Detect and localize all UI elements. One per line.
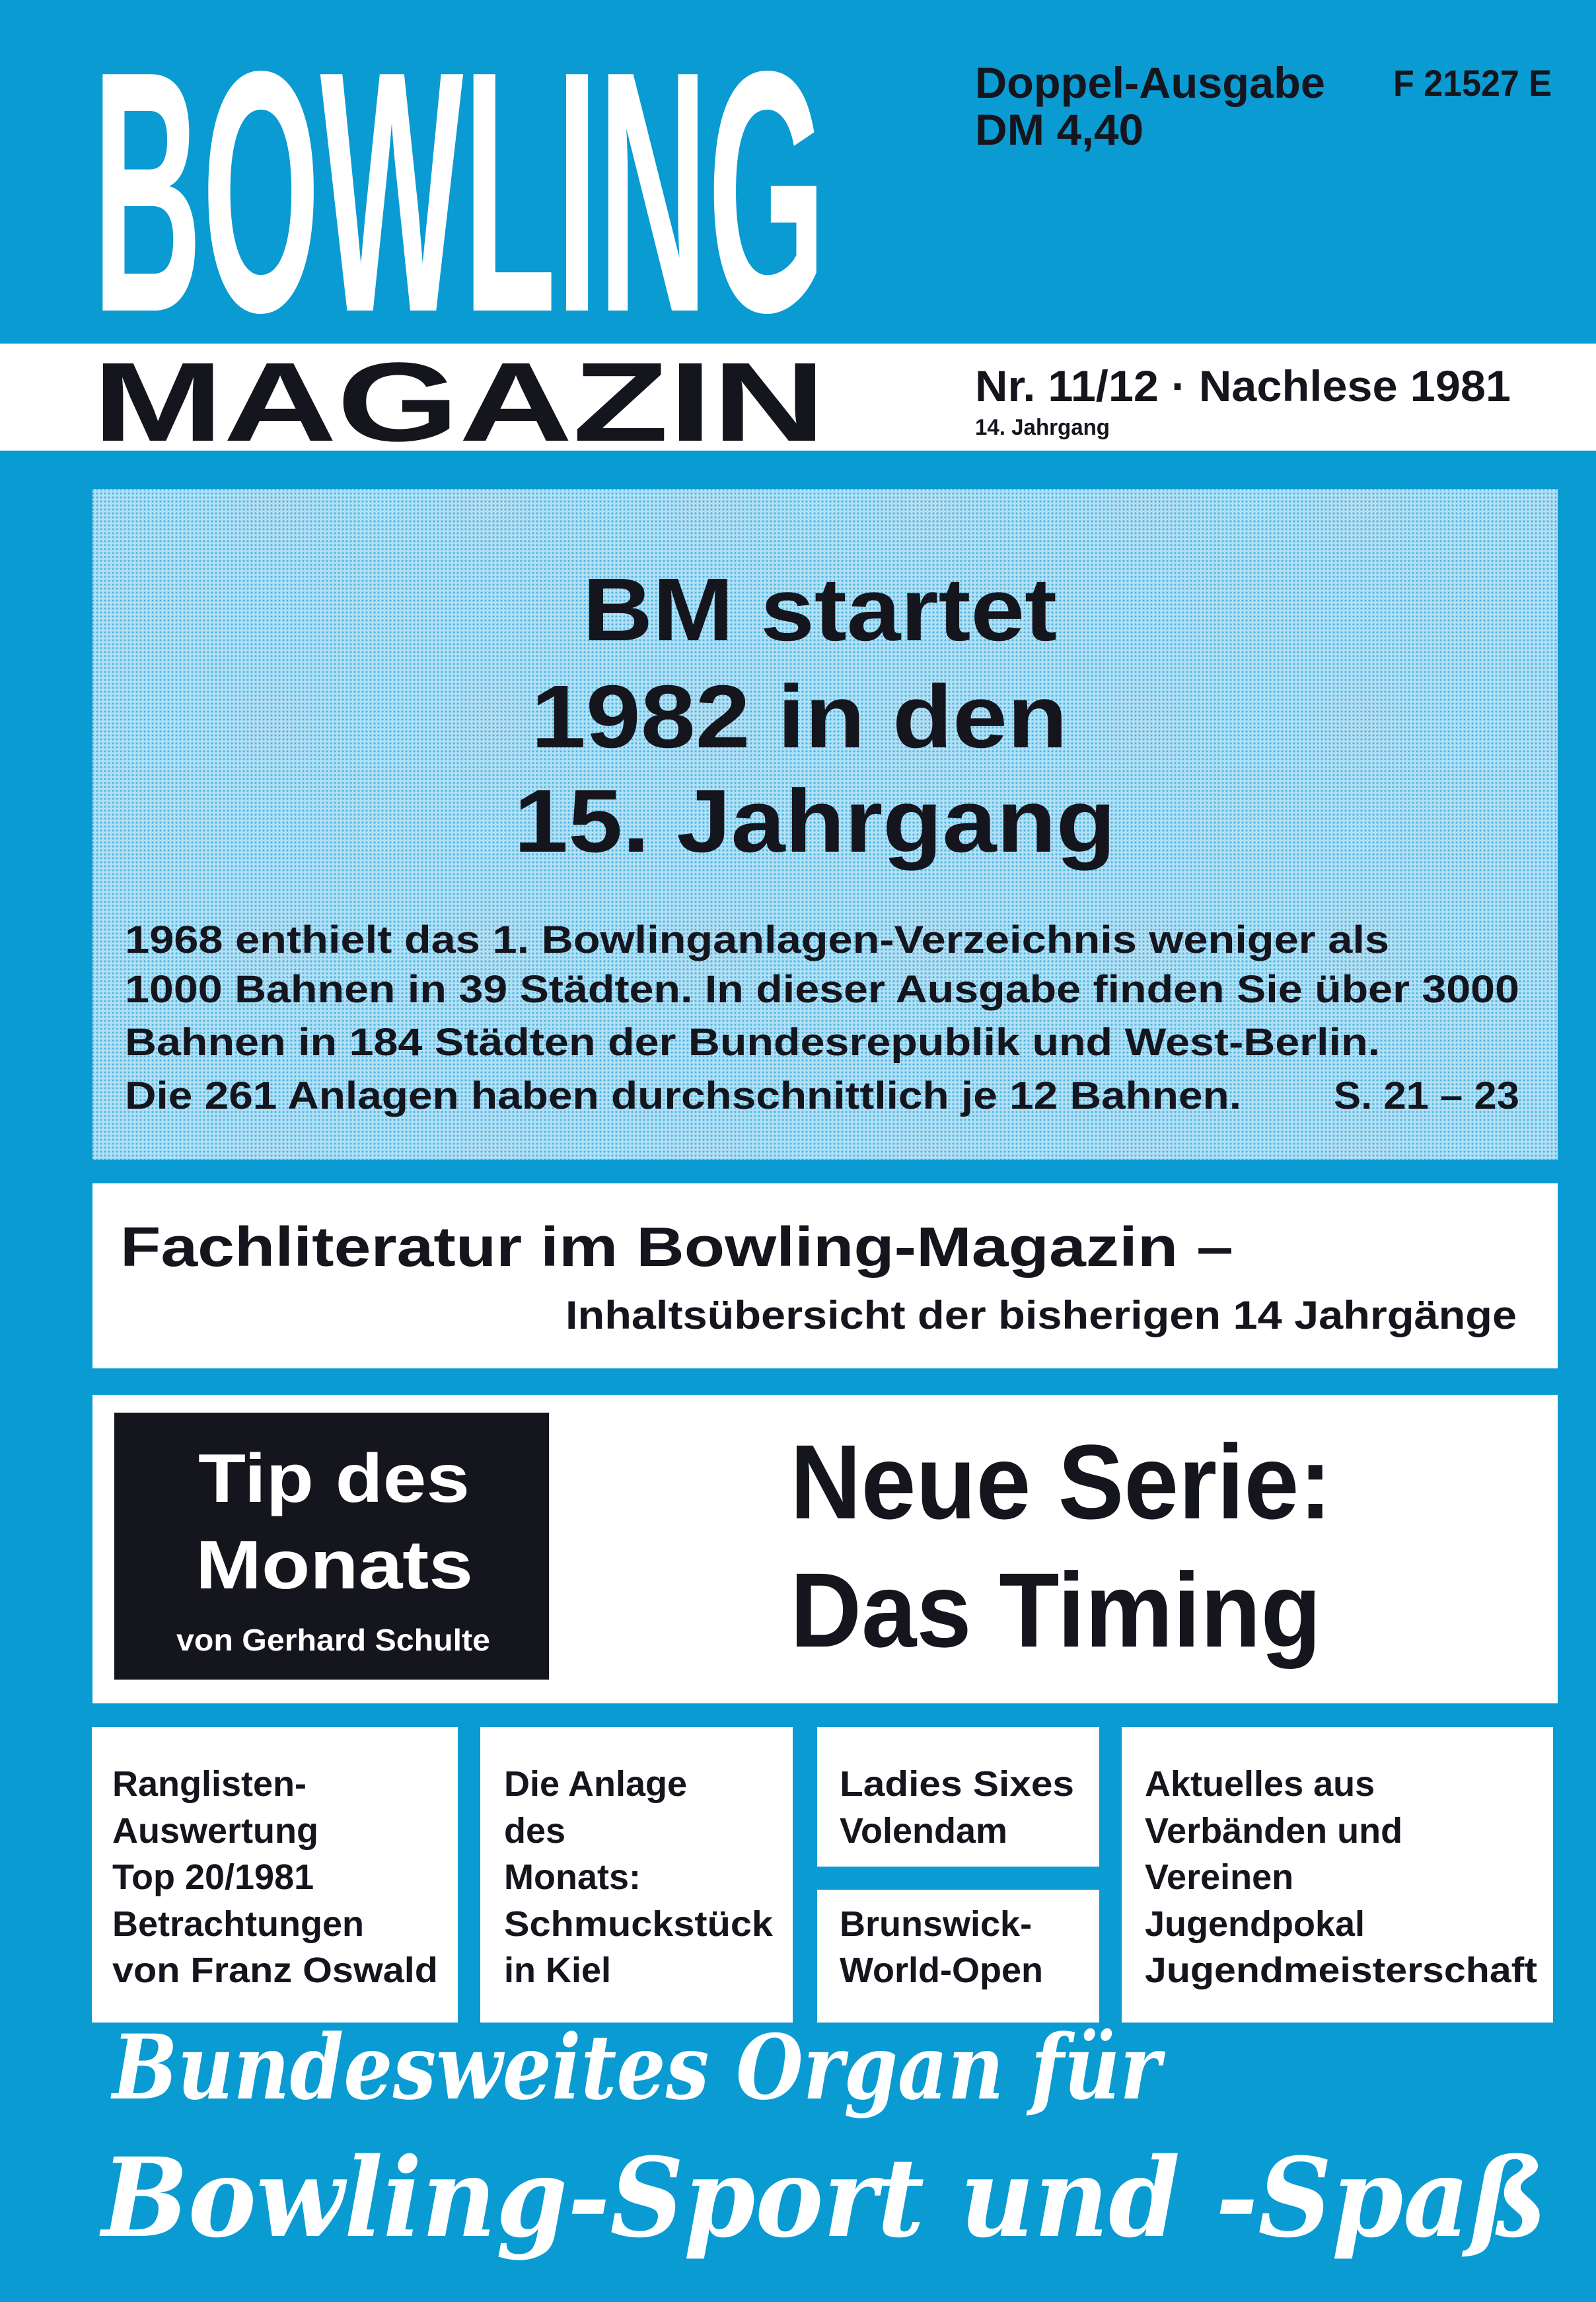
lead-story-box [92, 489, 1558, 1160]
teaser-line: Aktuelles aus [1145, 1764, 1375, 1804]
logo-magazin [92, 357, 826, 444]
teaser-line: Auswertung [112, 1811, 319, 1851]
teaser-verbaende [1122, 1727, 1553, 2023]
teaser-line: in Kiel [504, 1950, 612, 1990]
headline-line-1: BM startet [583, 560, 1057, 659]
teaser-line: Vereinen [1145, 1857, 1294, 1897]
slogan-line-1: Bundesweites Organ für [110, 2015, 1166, 2120]
teaser-line: Jugendpokal [1145, 1904, 1365, 1944]
teaser-line: Verbänden und [1145, 1811, 1403, 1851]
headline-line-3: 15. Jahrgang [514, 771, 1116, 871]
issue-number: Nr. 11/12 · Nachlese 1981 [975, 361, 1511, 410]
feature-box [92, 1395, 1558, 1703]
volume-label: 14. Jahrgang [975, 415, 1110, 440]
literature-title: Fachliteratur im Bowling-Magazin – [120, 1216, 1233, 1278]
teaser-line: Top 20/1981 [112, 1857, 314, 1897]
teaser-line: World-Open [840, 1950, 1043, 1990]
tip-line-1: Tip des [198, 1440, 470, 1517]
body-line-2: 1000 Bahnen in 39 Städten. In dieser Ausgabe finden Sie über 3000 [125, 968, 1519, 1011]
teaser-line: Jugendmeisterschaft [1145, 1950, 1538, 1990]
series-line-2: Das Timing [790, 1551, 1321, 1669]
teaser-line: Brunswick- [840, 1904, 1033, 1944]
body-line-3: Bahnen in 184 Städten der Bundesrepublik und West-Berlin. [125, 1021, 1380, 1064]
tip-author: von Gerhard Schulte [176, 1623, 490, 1657]
teaser-line: Ladies Sixes [840, 1764, 1074, 1804]
literature-box [92, 1183, 1558, 1368]
teaser-brunswick [817, 1890, 1099, 2023]
literature-subtitle: Inhaltsübersicht der bisherigen 14 Jahrgänge [565, 1293, 1517, 1337]
page-reference: S. 21 – 23 [1334, 1074, 1519, 1117]
body-line-4: Die 261 Anlagen haben durchschnittlich je 12 Bahnen. [125, 1074, 1241, 1117]
teaser-ladies-sixes [817, 1727, 1099, 1867]
teaser-line: von Franz Oswald [112, 1950, 438, 1990]
series-line-1: Neue Serie: [790, 1423, 1332, 1541]
body-line-1: 1968 enthielt das 1. Bowlinganlagen-Verzeichnis weniger als [125, 918, 1389, 961]
teaser-line: Die Anlage [504, 1764, 688, 1804]
teaser-line: Schmuckstück [504, 1904, 774, 1944]
slogan-line-2: Bowling-Sport und -Spaß [99, 2134, 1548, 2262]
teaser-line: Monats: [504, 1857, 641, 1897]
teaser-anlage-des-monats [480, 1727, 793, 2023]
tip-line-2: Monats [196, 1527, 473, 1604]
teaser-line: Volendam [840, 1811, 1008, 1851]
logo-bowling [92, 40, 826, 317]
teaser-line: des [504, 1811, 566, 1851]
headline-line-2: 1982 in den [531, 667, 1068, 766]
price-label: DM 4,40 [975, 105, 1143, 154]
teaser-line: Betrachtungen [112, 1904, 365, 1944]
teaser-ranglisten [92, 1727, 458, 2023]
postal-code: F 21527 E [1393, 62, 1552, 104]
edition-label: Doppel-Ausgabe [975, 58, 1325, 107]
teaser-line: Ranglisten- [112, 1764, 307, 1804]
